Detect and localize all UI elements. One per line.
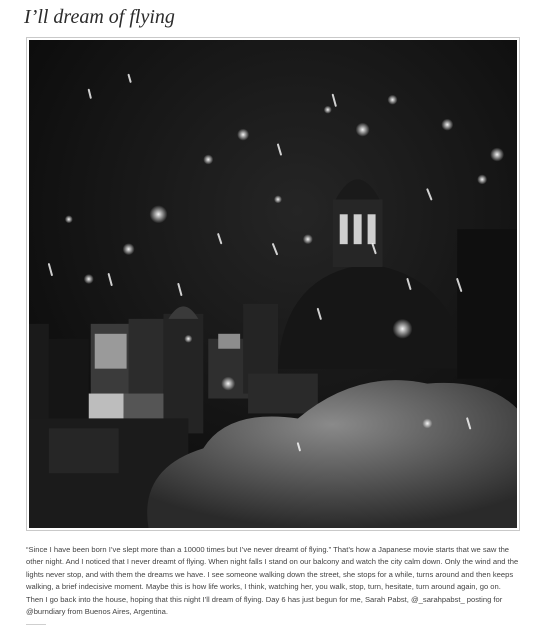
divider <box>26 624 46 625</box>
post-title: I’ll dream of flying <box>24 6 175 28</box>
night-city-photo[interactable] <box>29 40 517 528</box>
photo-frame <box>26 37 520 531</box>
post-caption: “Since I have been born I’ve slept more than a 10000 times but I’ve never dreamt of flying.” That’s how a Japanese movie starts that we saw the other night. And I noticed that I never dreamt of flying. When night falls I stand on our balcony and watch the city calm down. Only the wind and the lights never stop, and with them the dreams we have. I see someone walking down the street, she stops for a while, turns around and then keeps walking, a brief indecisive moment. Maybe this is how life works, I think, watching her, you walk, stop, turn, hesitate, turn around again, go on. Then I go back into the house, hoping that this night I’ll dream of flying. Day 6 has just begun for me, Sarah Pabst, @_sarahpabst_ posting for @burndiary from Buenos Aires, Argentina. <box>26 545 519 617</box>
